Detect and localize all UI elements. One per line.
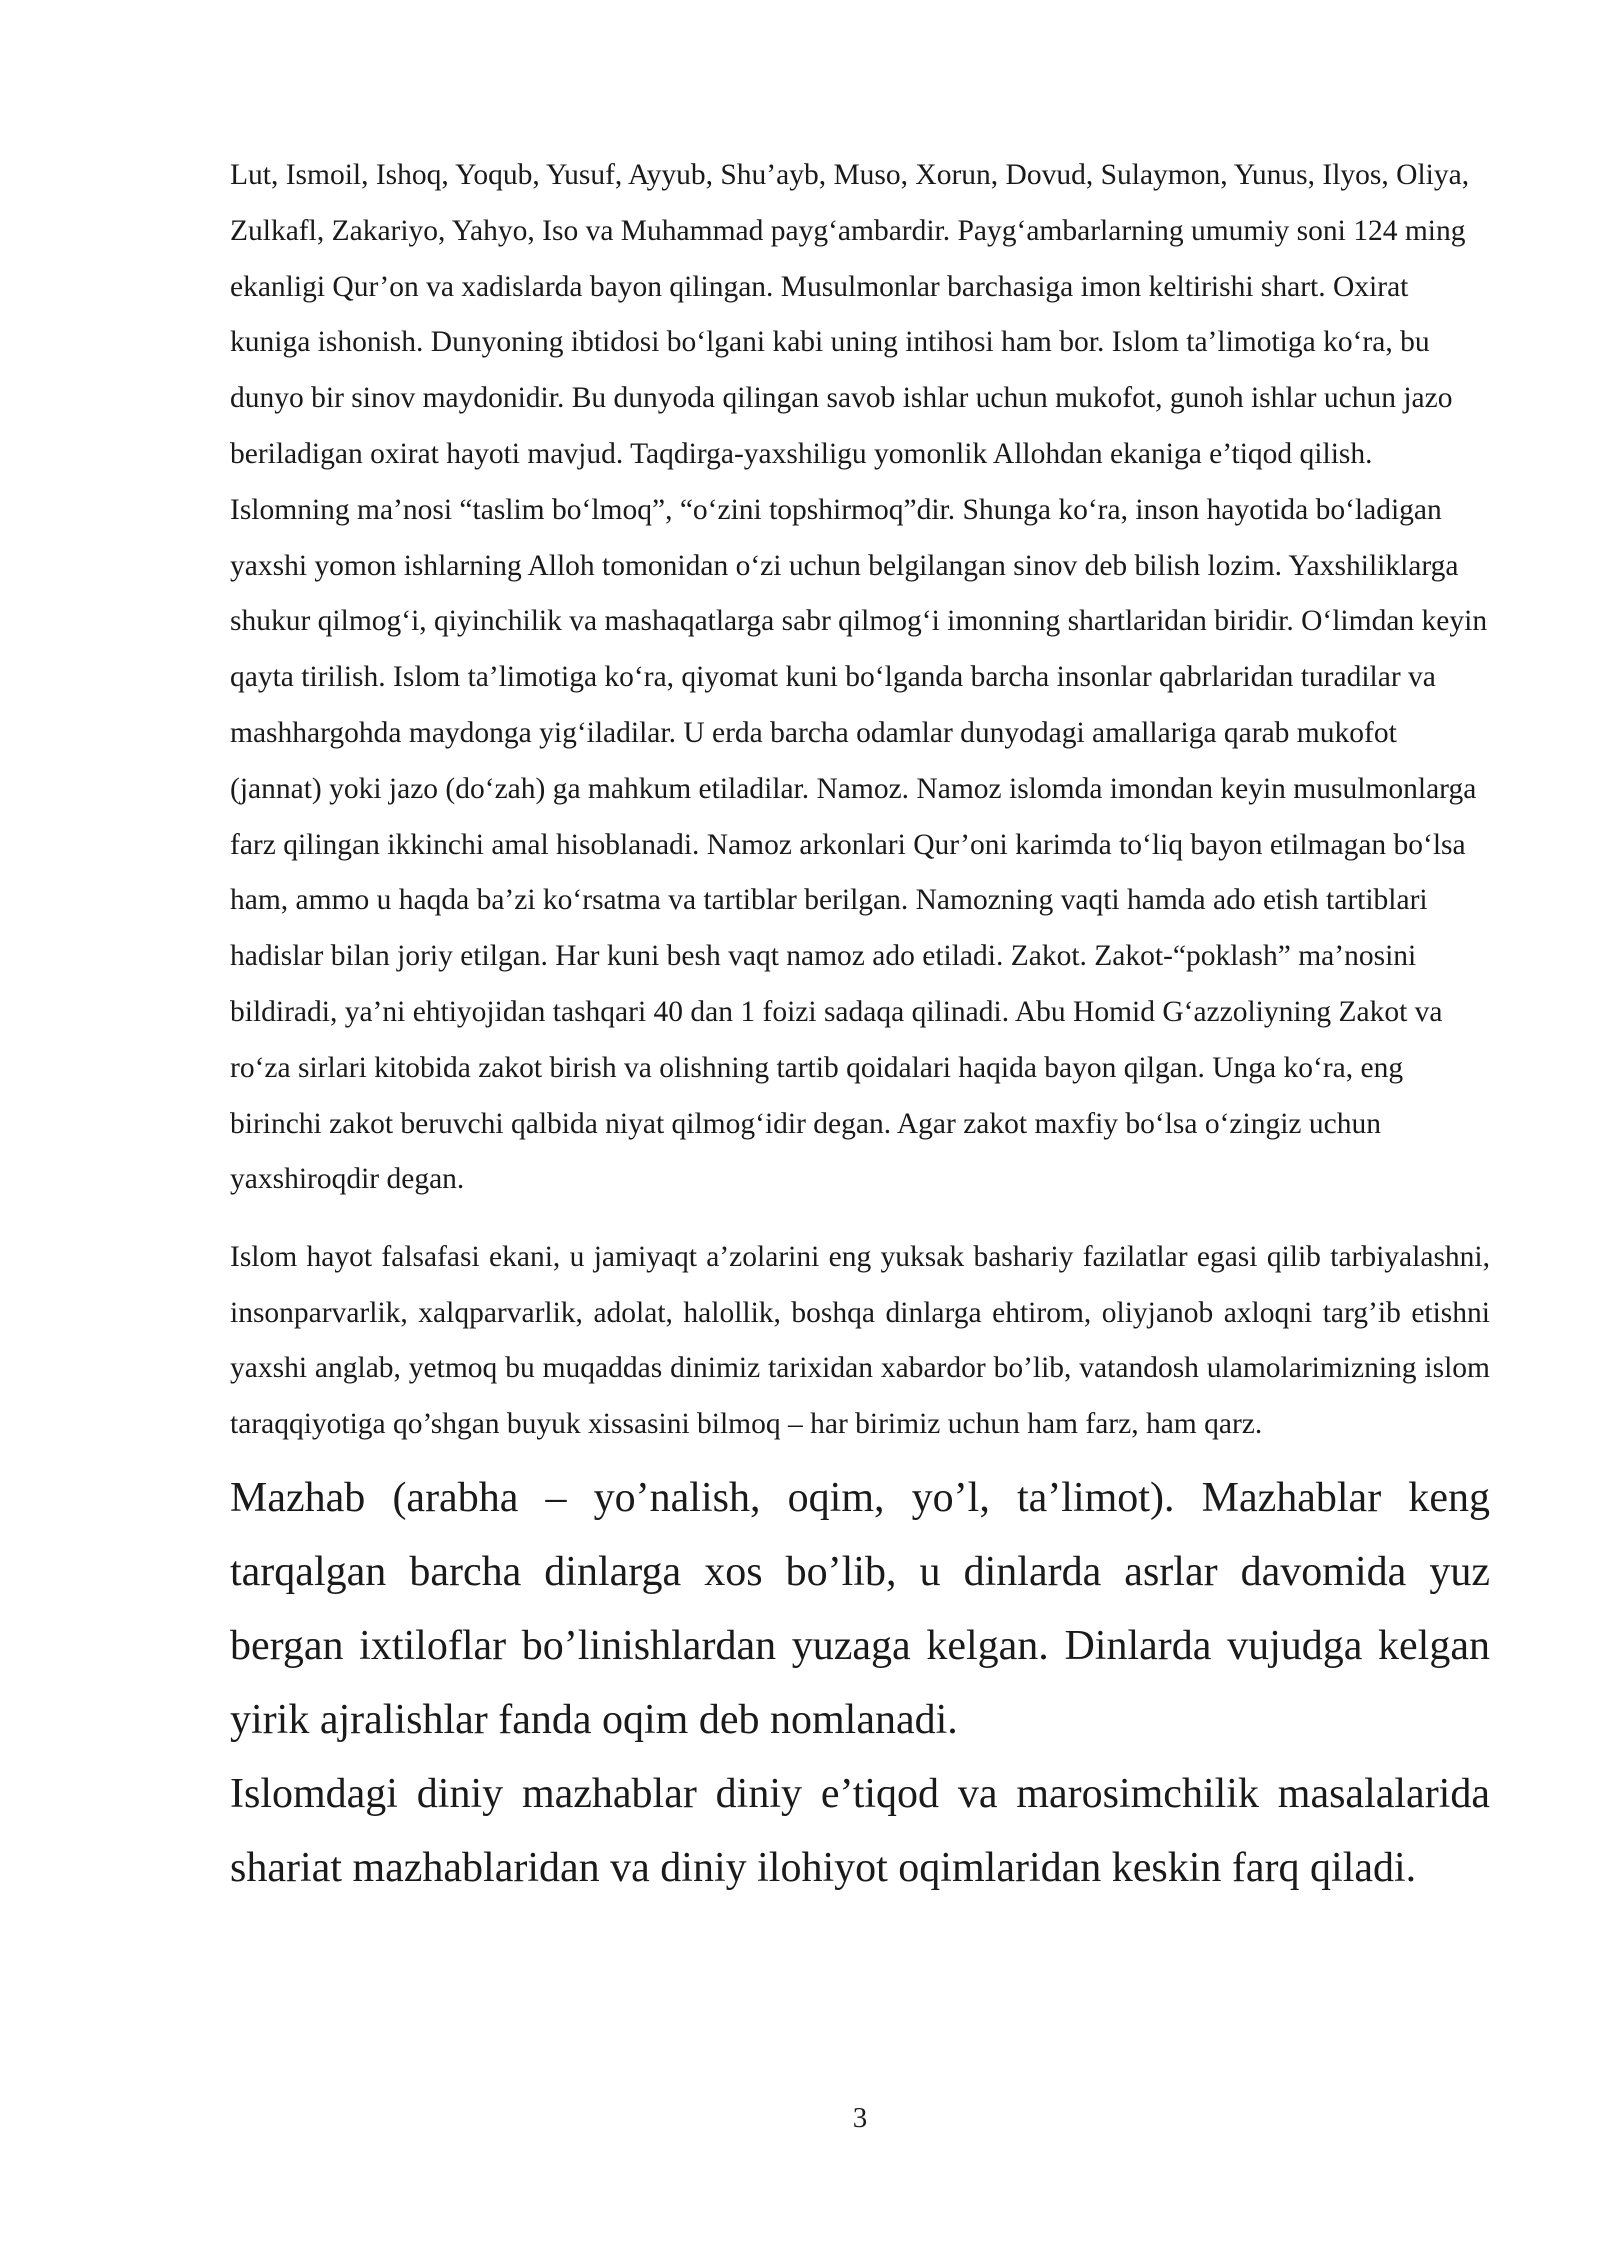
body-paragraph-beliefs: Lut, Ismoil, Ishoq, Yoqub, Yusuf, Ayyub, Shu’ayb, Muso, Xorun, Dovud, Sulaymon, Yunus, Ilyos, Oliya, Zulkafl, Zakariyo, Yahyo, Iso va Muhammad payg‘ambardir. Payg‘ambarlarning umumiy soni 124 ming ekanligi Qur’on va xadislarda bayon qilingan. Musulmonlar barchasiga imon keltirishi shart. Oxirat kuniga ishonish. Dunyoning ibtidosi bo‘lgani kabi uning intihosi ham bor. Islom ta’limotiga ko‘ra, bu dunyo bir sinov maydonidir. Bu dunyoda qilingan savob ishlar uchun mukofot, gunoh ishlar uchun jazo beriladigan oxirat hayoti mavjud. Taqdirga-yaxshiligu yomonlik Allohdan ekaniga e’tiqod qilish. Islomning ma’nosi “taslim bo‘lmoq”, “o‘zini topshirmoq”dir. Shunga ko‘ra, inson hayotida bo‘ladigan yaxshi yomon ishlarning Alloh tomonidan o‘zi uchun belgilangan sinov deb bilish lozim. Yaxshiliklarga shukur qilmog‘i, qiyinchilik va mashaqatlarga sabr qilmog‘i imonning shartlaridan biridir. O‘limdan keyin qayta tirilish. Islom ta’limotiga ko‘ra, qiyomat kuni bo‘lganda barcha insonlar qabrlaridan turadilar va mashhargohda maydonga yig‘iladilar. U erda barcha odamlar dunyodagi amallariga qarab mukofot (jannat) yoki jazo (do‘zah) ga mahkum etiladilar. Namoz. Namoz islomda imondan keyin musulmonlarga farz qilingan ikkinchi amal hisoblanadi. Namoz arkonlari Qur’oni karimda to‘liq bayon etilmagan bo‘lsa ham, ammo u haqda ba’zi ko‘rsatma va tartiblar berilgan. Namozning vaqti hamda ado etish tartiblari hadislar bilan joriy etilgan. Har kuni besh vaqt namoz ado etiladi. Zakot. Zakot-“poklash” ma’nosini bildiradi, ya’ni ehtiyojidan tashqari 40 dan 1 foizi sadaqa qilinadi. Abu Homid G‘azzoliyning Zakot va ro‘za sirlari kitobida zakot birish va olishning tartib qoidalari haqida bayon qilgan. Unga ko‘ra, eng birinchi zakot beruvchi qalbida niyat qilmog‘idir degan. Agar zakot maxfiy bo‘lsa o‘zingiz uchun yaxshiroqdir degan.: [230, 159, 1488, 1196]
page-content: [230, 148, 1490, 1905]
body-paragraph-islamic-mazhabs: Islomdagi diniy mazhablar diniy e’tiqod va marosimchilik masalalarida shariat mazhablaridan va diniy ilohiyot oqimlaridan keskin farq qiladi.: [230, 1770, 1490, 1891]
body-paragraph-islam-philosophy: Islom hayot falsafasi ekani, u jamiyaqt a’zolarini eng yuksak bashariy fazilatlar egasi qilib tarbiyalashni, insonparvarlik, xalqparvarlik, adolat, halollik, boshqa dinlarga ehtirom, oliyjanob axloqni targ’ib etishni yaxshi anglab, yetmoq bu muqaddas dinimiz tarixidan xabardor bo’lib, vatandosh ulamolarimizning islom taraqqiyotiga qo’shgan buyuk xissasini bilmoq – har birimiz uchun ham farz, ham qarz.: [230, 1241, 1490, 1440]
page-number: 3: [852, 2102, 868, 2134]
body-paragraph-mazhab-definition: Mazhab (arabha – yo’nalish, oqim, yo’l, ta’limot). Mazhablar keng tarqalgan barcha dinlarga xos bo’lib, u dinlarda asrlar davomida yuz bergan ixtiloflar bo’linishlardan yuzaga kelgan. Dinlarda vujudga kelgan yirik ajralishlar fanda oqim deb nomlanadi.: [230, 1474, 1490, 1743]
